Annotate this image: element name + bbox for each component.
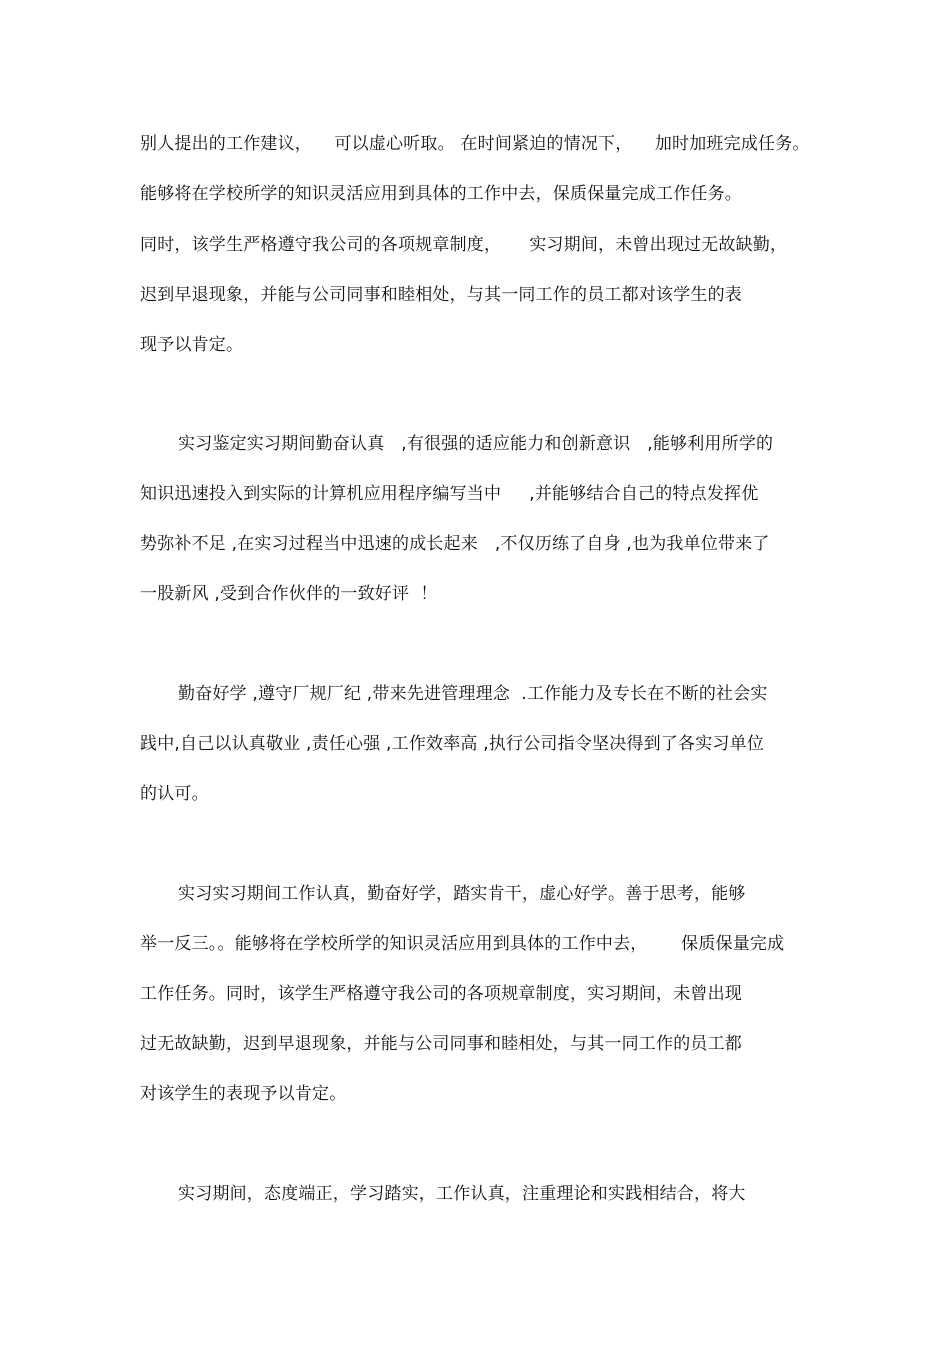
text-line: 知识迅速投入到实际的计算机应用程序编写当中 ,并能够结合自己的特点发挥优 [140,484,759,504]
paragraph-first-line: 实习鉴定实习期间勤奋认真 ,有很强的适应能力和创新意识 ,能够利用所学的 [178,434,774,454]
text-line: 过无故缺勤，迟到早退现象，并能与公司同事和睦相处，与其一同工作的员工都 [140,1034,742,1054]
paragraph-first-line: 实习期间，态度端正，学习踏实，工作认真，注重理论和实践相结合，将大 [178,1184,746,1204]
text-line: 践中,自己以认真敬业 ,责任心强 ,工作效率高 ,执行公司指令坚决得到了各实习单位 [140,734,765,754]
paragraph-first-line: 勤奋好学 ,遵守厂规厂纪 ,带来先进管理理念 .工作能力及专长在不断的社会实 [178,684,768,704]
paragraph-first-line: 实习实习期间工作认真，勤奋好学，踏实肯干，虚心好学。善于思考，能够 [178,884,746,904]
text-line: 对该学生的表现予以肯定。 [140,1084,347,1104]
text-line: 势弥补不足 ,在实习过程当中迅速的成长起来 ,不仅历练了自身 ,也为我单位带来了 [140,534,770,554]
text-line: 工作任务。同时，该学生严格遵守我公司的各项规章制度，实习期间，未曾出现 [140,984,742,1004]
text-line: 能够将在学校所学的知识灵活应用到具体的工作中去，保质保量完成工作任务。 [140,184,742,204]
text-line: 举一反三。。能够将在学校所学的知识灵活应用到具体的工作中去， 保质保量完成 [140,934,785,954]
text-line: 现予以肯定。 [140,335,244,355]
text-line: 的认可。 [140,784,209,804]
text-line: 同时，该学生严格遵守我公司的各项规章制度， 实习期间，未曾出现过无故缺勤， [140,235,788,255]
text-line: 迟到早退现象，并能与公司同事和睦相处，与其一同工作的员工都对该学生的表 [140,285,742,305]
text-line: 一股新风 ,受到合作伙伴的一致好评 ！ [140,584,438,604]
text-line: 别人提出的工作建议， 可以虚心听取。 在时间紧迫的情况下， 加时加班完成任务。 [140,134,810,154]
